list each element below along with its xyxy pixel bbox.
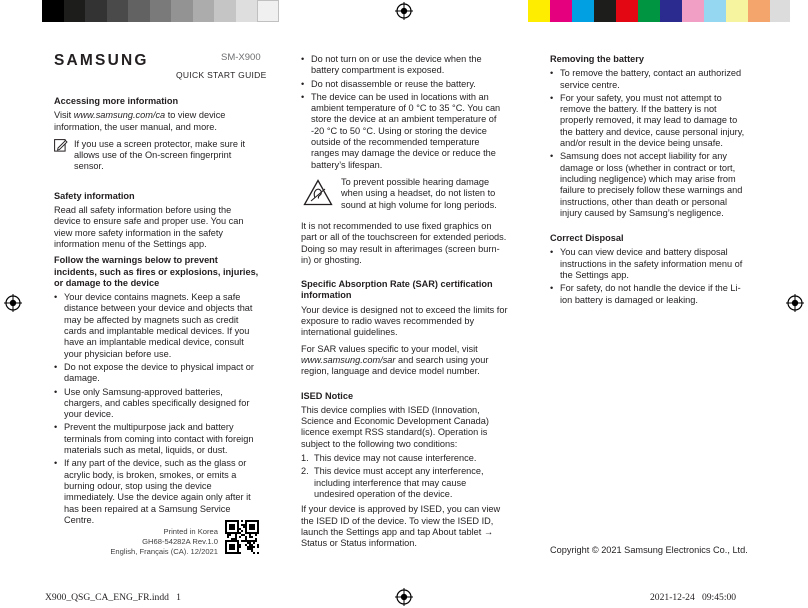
- disposal-bullets: [550, 247, 750, 305]
- list-item: • Do not disassemble or reuse the battery.: [301, 79, 509, 90]
- samsung-sar-link[interactable]: www.samsung.com/sar: [301, 354, 396, 365]
- list-item: [301, 453, 509, 464]
- sar-values-prefix: For SAR values specific to your model, visit: [301, 343, 478, 354]
- condition-number: 2.: [301, 466, 309, 477]
- removing-battery-heading: Removing the battery: [550, 54, 644, 64]
- graphics-text: It is not recommended to use fixed graphics on part or all of the touchscreen for extended periods. Doing so may result in afterimages (screen burn-in) or ghosting.: [301, 220, 507, 265]
- registration-mark-icon: [786, 294, 804, 312]
- safety-bullets: [54, 292, 259, 526]
- hearing-warning-icon: [303, 179, 333, 209]
- list-item: • Do not expose the device to physical impact or damage.: [54, 362, 259, 385]
- copyright: Copyright © 2021 Samsung Electronics Co., Ltd.: [550, 545, 748, 555]
- color-swatch: [660, 0, 682, 22]
- list-item: • Do not turn on or use the device when the battery compartment is exposed.: [301, 54, 509, 77]
- list-item: [301, 466, 509, 500]
- gray-swatch: [107, 0, 129, 22]
- gray-swatch: [214, 0, 236, 22]
- disposal-heading: Correct Disposal: [550, 233, 624, 244]
- gray-swatch: [85, 0, 107, 22]
- print-info: [110, 527, 218, 557]
- color-swatch: [594, 0, 616, 22]
- print-language: English, Français (CA). 12/2021: [110, 547, 218, 556]
- list-item: • To remove the battery, contact an authorized service centre.: [550, 68, 750, 91]
- note-text: If you use a screen protector, make sure it allows use of the On-screen fingerprint sensor.: [74, 138, 246, 172]
- column-middle: [301, 54, 509, 554]
- sar-heading: Specific Absorption Rate (SAR) certification information: [301, 279, 493, 301]
- gray-swatch: [236, 0, 258, 22]
- gray-swatch: [42, 0, 64, 22]
- condition-number: 1.: [301, 453, 309, 464]
- list-item: • For safety, do not handle the device if the Li-ion battery is damaged or leaking.: [550, 283, 750, 306]
- gray-swatch: [128, 0, 150, 22]
- color-swatch: [726, 0, 748, 22]
- color-swatch: [682, 0, 704, 22]
- qr-code-icon: [225, 520, 259, 554]
- accessing-text-prefix: Visit: [54, 110, 74, 121]
- safety-heading: Safety information: [54, 190, 135, 201]
- list-item: • You can view device and battery disposal instructions in the safety information menu of the Settings app.: [550, 247, 750, 281]
- accessing-text-suffix: to view device information, the user manual, and more.: [54, 110, 226, 132]
- hearing-warning: [301, 177, 509, 211]
- list-item: • Prevent the multipurpose jack and battery terminals from coming into contact with foreign materials such as metal, liquids, or dust.: [54, 422, 259, 456]
- battery-bullets: [301, 54, 509, 171]
- list-item: • If any part of the device, such as the glass or acrylic body, is broken, smokes, or emits a burning odour, stop using the device immediately. Use the device again only after it has been repaired at a Samsung Service Centre.: [54, 458, 259, 526]
- column-right: [550, 54, 750, 310]
- color-swatch: [550, 0, 572, 22]
- color-swatch: [638, 0, 660, 22]
- color-swatch: [704, 0, 726, 22]
- accessing-heading: Accessing more information: [54, 96, 179, 106]
- registration-mark-icon: [4, 294, 22, 312]
- list-item: • Your device contains magnets. Keep a safe distance between your device and objects that may be affected by magnets such as credit cards and implantable medical devices. If you have an implantable medical device, consult your physician before use.: [54, 292, 259, 360]
- condition-text: This device must accept any interference, including interference that may cause undesired operation of the device.: [314, 466, 484, 499]
- ised-heading: ISED Notice: [301, 390, 354, 401]
- samsung-ca-link[interactable]: www.samsung.com/ca: [73, 110, 166, 121]
- accessing-text: [54, 110, 259, 133]
- list-item: • Use only Samsung-approved batteries, chargers, and cables specifically designed for your device.: [54, 387, 259, 421]
- list-item: • Samsung does not accept liability for any damage or loss (whether in contract or tort, including negligence) which may arise from failure to precisely follow these warnings and instructions, other than death or personal injury caused by Samsung’s negligence.: [550, 151, 750, 219]
- screen-protector-note: [54, 139, 259, 173]
- removing-battery-bullets: [550, 68, 750, 219]
- note-pencil-icon: [54, 139, 68, 155]
- gray-swatch: [171, 0, 193, 22]
- condition-text: This device may not cause interference.: [314, 453, 477, 464]
- ised-closing: If your device is approved by ISED, you can view the ISED ID of the device. To view the ISED ID, launch the Settings app and tap About tablet → Status or Status information.: [301, 504, 501, 549]
- sar-values-text: [301, 344, 509, 378]
- list-item: • For your safety, you must not attempt to remove the battery. If the battery is not properly removed, it may lead to damage to the battery and device, cause personal injury, and/or result in the device being unsafe.: [550, 93, 750, 149]
- model-number: SM-X900: [221, 52, 261, 63]
- color-swatch: [616, 0, 638, 22]
- file-name: X900_QSG_CA_ENG_FR.indd 1: [45, 592, 181, 603]
- sar-values-suffix: and search using your region, language and device model number.: [301, 354, 489, 377]
- column-left: [54, 96, 259, 530]
- print-timestamp: 2021-12-24 09:45:00: [650, 592, 737, 603]
- gray-swatch: [150, 0, 172, 22]
- safety-text: Read all safety information before using the device to ensure safe and proper use. You can view more safety information in the safety information menu of the Settings app.: [54, 205, 244, 249]
- print-country: Printed in Korea: [163, 527, 218, 536]
- guide-title: QUICK START GUIDE: [176, 70, 267, 80]
- sar-text: Your device is designed not to exceed the limits for exposure to radio waves recommended by international guidelines.: [301, 304, 508, 338]
- ised-conditions: [301, 453, 509, 500]
- hearing-warning-text: To prevent possible hearing damage when using a headset, do not listen to sound at high volume for long periods.: [341, 176, 497, 210]
- color-swatch: [770, 0, 790, 22]
- color-swatch: [748, 0, 770, 22]
- gray-swatch: [193, 0, 215, 22]
- registration-mark-icon: [395, 588, 413, 606]
- registration-mark-icon: [395, 2, 413, 20]
- color-swatch: [528, 0, 550, 22]
- print-code: GH68-54282A Rev.1.0: [142, 537, 218, 546]
- gray-swatch: [257, 0, 279, 22]
- color-swatch: [572, 0, 594, 22]
- ised-text: This device complies with ISED (Innovation, Science and Economic Development Canada) licence exempt RSS standard(s). Operation is subject to the following two conditions:: [301, 404, 489, 449]
- gray-swatch: [64, 0, 86, 22]
- list-item: • The device can be used in locations with an ambient temperature of 0 °C to 35 °C. You can store the device at an ambient temperature of -20 °C to 50 °C. Using or storing the device outside of the recommended temperature ranges may damage the device or reduce the battery’s lifespan.: [301, 92, 509, 171]
- warnings-heading: Follow the warnings below to prevent incidents, such as fires or explosions, injuries, or damage to the device: [54, 255, 259, 288]
- brand-logo: SAMSUNG: [54, 52, 149, 69]
